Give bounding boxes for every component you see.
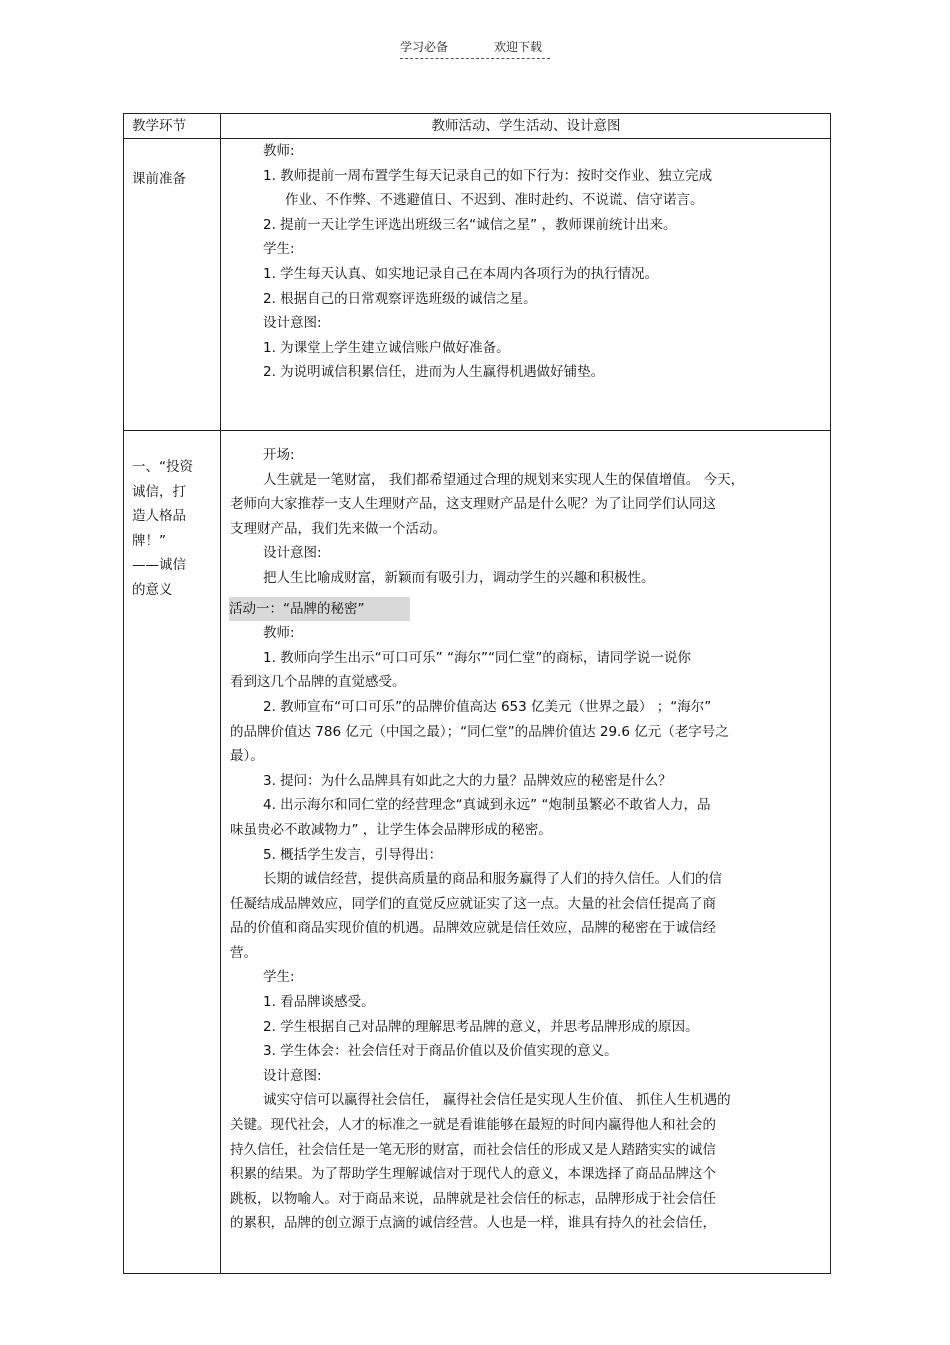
content-line: 作业、不作弊、不逃避值日、不迟到、准时赴约、不说谎、信守诺言。 xyxy=(285,192,704,209)
content-line: 1. 教师向学生出示“可口可乐” “海尔”“同仁堂”的商标，请同学说一说你 xyxy=(263,649,691,666)
row-section-label: 课前准备 xyxy=(124,139,221,431)
content-line: 1. 学生每天认真、如实地记录自己在本周内各项行为的执行情况。 xyxy=(263,265,659,282)
content-line: 5. 概括学生发言，引导得出： xyxy=(263,846,443,863)
content-line: 的累积，品牌的创立源于点滴的诚信经营。人也是一样，谁具有持久的社会信任， xyxy=(230,1215,716,1232)
header-right-text: 欢迎下载 xyxy=(494,40,543,54)
content-line: 品的价值和商品实现价值的机遇。品牌效应就是信任效应，品牌的秘密在于诚信经 xyxy=(230,920,716,937)
content-line: 1. 教师提前一周布置学生每天记录自己的如下行为：按时交作业、独立完成 xyxy=(263,167,713,184)
content-line: 2. 根据自己的日常观察评选班级的诚信之星。 xyxy=(263,290,537,307)
content-line: 人生就是一笔财富， 我们都希望通过合理的规划来实现人生的保值增值。 今天， xyxy=(263,471,745,488)
lesson-plan-table xyxy=(123,113,831,1274)
content-line: 把人生比喻成财富，新颖而有吸引力，调动学生的兴趣和积极性。 xyxy=(263,569,655,586)
content-line: 2. 为说明诚信积累信任，进而为人生赢得机遇做好铺垫。 xyxy=(263,364,605,381)
content-line: 支理财产品，我们先来做一个活动。 xyxy=(230,520,446,537)
table-row xyxy=(124,431,831,1274)
content-line: 开场: xyxy=(263,447,295,463)
content-line: 长期的诚信经营，提供高质量的商品和服务赢得了人们的持久信任。人们的信 xyxy=(263,871,722,888)
table-row xyxy=(124,139,831,431)
table-header-row xyxy=(124,114,831,139)
header-left-text: 学习必备 xyxy=(400,40,449,54)
content-line: 关键。现代社会，人才的标准之一就是看谁能够在最短的时间内赢得他人和社会的 xyxy=(230,1117,716,1134)
content-line: 学生: xyxy=(263,241,295,258)
content-line: 任凝结成品牌效应，同学们的直觉反应就证实了这一点。大量的社会信任提高了商 xyxy=(230,895,716,912)
content-line: 跳板，以物喻人。对于商品来说，品牌就是社会信任的标志，品牌形成于社会信任 xyxy=(230,1190,716,1207)
row-section-label: 一、“投资 诚信，打 造人格品 牌！” ——诚信 的意义 xyxy=(124,431,221,1274)
content-line: 设计意图: xyxy=(263,315,322,332)
page-header xyxy=(400,38,550,59)
column-header-stage: 教学环节 xyxy=(124,114,221,139)
content-line: 老师向大家推荐一支人生理财产品，这支理财产品是什么呢？为了让同学们认同这 xyxy=(230,496,716,513)
content-line: 持久信任，社会信任是一笔无形的财富，而社会信任的形成又是人踏踏实实的诚信 xyxy=(230,1141,716,1158)
column-header-activities: 教师活动、学生活动、设计意图 xyxy=(221,114,831,139)
content-line: 看到这几个品牌的直觉感受。 xyxy=(230,674,406,691)
content-line: 3. 学生体会：社会信任对于商品价值以及价值实现的意义。 xyxy=(263,1043,618,1060)
content-line: 最）。 xyxy=(230,748,264,765)
content-line: 1. 看品牌谈感受。 xyxy=(263,994,375,1011)
content-line: 诚实守信可以赢得社会信任， 赢得社会信任是实现人生价值、 抓住人生机遇的 xyxy=(263,1092,731,1109)
content-line: 学生: xyxy=(263,969,295,986)
activity-title: 活动一：“品牌的秘密” xyxy=(230,597,822,622)
content-line: 的品牌价值达 786 亿元（中国之最）；“同仁堂”的品牌价值达 29.6 亿元（老字号之 xyxy=(230,723,729,740)
row-content xyxy=(221,431,831,1274)
content-line: 3. 提问：为什么品牌具有如此之大的力量？品牌效应的秘密是什么？ xyxy=(263,772,672,789)
row-content xyxy=(221,139,831,431)
content-line: 教师: xyxy=(263,625,295,642)
content-line: 营。 xyxy=(230,944,257,961)
content-line: 2. 教师宣布“可口可乐”的品牌价值高达 653 亿美元（世界之最） ；“海尔” xyxy=(263,698,712,715)
content-line: 2. 提前一天让学生评选出班级三名“诚信之星” ，教师课前统计出来。 xyxy=(263,216,677,233)
content-line: 1. 为课堂上学生建立诚信账户做好准备。 xyxy=(263,339,510,356)
content-line: 2. 学生根据自己对品牌的理解思考品牌的意义，并思考品牌形成的原因。 xyxy=(263,1018,699,1035)
content-line: 设计意图: xyxy=(263,1067,322,1084)
content-line: 4. 出示海尔和同仁堂的经营理念“真诚到永远” “炮制虽繁必不敢省人力，品 xyxy=(263,797,711,814)
content-line: 教师: xyxy=(263,143,295,159)
content-line: 积累的结果。为了帮助学生理解诚信对于现代人的意义，本课选择了商品品牌这个 xyxy=(230,1166,716,1183)
content-line: 设计意图: xyxy=(263,545,322,562)
content-line: 味虽贵必不敢减物力” ，让学生体会品牌形成的秘密。 xyxy=(230,821,552,838)
